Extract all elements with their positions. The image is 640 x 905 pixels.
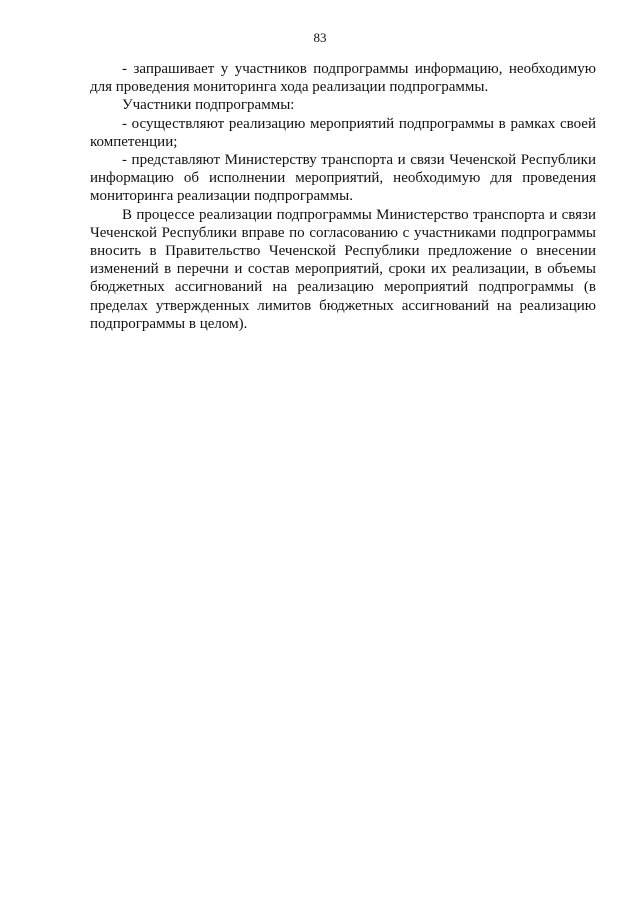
paragraph-participants-implement: - осуществляют реализацию мероприятий подпрограммы в рамках своей компетенции;: [90, 115, 596, 150]
paragraph-request-information: - запрашивает у участников подпрограммы информацию, необходимую для проведения мониторинга хода реализации подпрограммы.: [90, 61, 596, 96]
paragraph-participants-heading: Участники подпрограммы:: [122, 97, 295, 114]
paragraph-participants-report: - представляют Министерству транспорта и связи Чеченской Республики информацию об исполнении мероприятий, необходимую для проведения мониторинга реализации подпрограммы.: [90, 152, 596, 205]
paragraph-ministry-proposals: В процессе реализации подпрограммы Министерство транспорта и связи Чеченской Республики вправе по согласованию с участниками подпрограммы вносить в Правительство Чеченской Республики предложение о внесении изменений в перечни и состав мероприятий, сроки их реализации, в объемы бюджетных ассигнований на реализацию мероприятий подпрограммы (в пределах утвержденных лимитов бюджетных ассигнований на реализацию подпрограммы в целом).: [90, 206, 596, 332]
document-body: [90, 60, 596, 333]
page-number: 83: [313, 30, 327, 45]
